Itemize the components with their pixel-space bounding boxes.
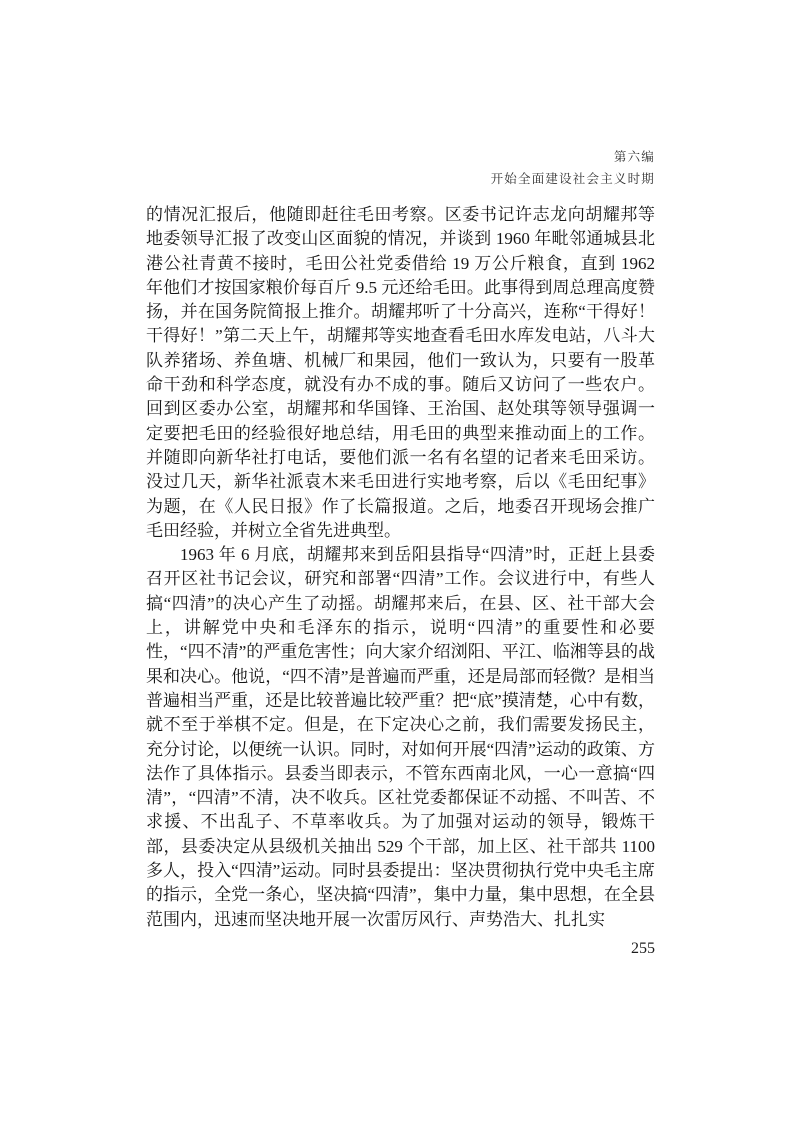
running-head <box>146 146 655 190</box>
paragraph-continuation: 的情况汇报后，他随即赶往毛田考察。区委书记许志龙向胡耀邦等地委领导汇报了改变山区面貌的情况，并谈到 1960 年毗邻通城县北港公社青黄不接时，毛田公社党委借给 19 万公斤粮食，直到 1962 年他们才按国家粮价每百斤 9.5 元还给毛田。此事得到周总理高度赞扬，并在国务院简报上推介。胡耀邦听了十分高兴，连称“干得好！干得好！”第二天上午，胡耀邦等实地查看毛田水库发电站，八斗大队养猪场、养鱼塘、机械厂和果园，他们一致认为，只要有一股革命干劲和科学态度，就没有办不成的事。随后又访问了一些农户。回到区委办公室，胡耀邦和华国锋、王治国、赵处琪等领导强调一定要把毛田的经验很好地总结，用毛田的典型来推动面上的工作。并随即向新华社打电话，要他们派一名有名望的记者来毛田采访。没过几天，新华社派袁木来毛田进行实地考察，后以《毛田纪事》为题，在《人民日报》作了长篇报道。之后，地委召开现场会推广毛田经验，并树立全省先进典型。 <box>146 205 655 540</box>
page-body <box>146 203 655 932</box>
page-number: 255 <box>631 940 655 957</box>
paragraph: 1963 年 6 月底，胡耀邦来到岳阳县指导“四清”时，正赶上县委召开区社书记会议，研究和部署“四清”工作。会议进行中，有些人搞“四清”的决心产生了动摇。胡耀邦来后，在县、区、社干部大会上，讲解党中央和毛泽东的指示，说明“四清”的重要性和必要性，“四不清”的严重危害性；向大家介绍浏阳、平江、临湘等县的战果和决心。他说，“四不清”是普遍而严重，还是局部而轻微？是相当普遍相当严重，还是比较普遍比较严重？把“底”摸清楚，心中有数，就不至于举棋不定。但是，在下定决心之前，我们需要发扬民主，充分讨论，以便统一认识。同时，对如何开展“四清”运动的政策、方法作了具体指示。县委当即表示，不管东西南北风，一心一意搞“四清”，“四清”不清，决不收兵。区社党委都保证不动摇、不叫苦、不求援、不出乱子、不草率收兵。为了加强对运动的领导，锻炼干部，县委决定从县级机关抽出 529 个干部，加上区、社干部共 1100 多人，投入“四清”运动。同时县委提出：坚决贯彻执行党中央毛主席的指示，全党一条心，坚决搞“四清”，集中力量，集中思想，在全县范围内，迅速而坚决地开展一次雷厉风行、声势浩大、扎扎实 <box>146 545 655 929</box>
running-head-volume: 第六编 <box>613 150 655 164</box>
running-head-section: 开始全面建设社会主义时期 <box>490 172 655 186</box>
